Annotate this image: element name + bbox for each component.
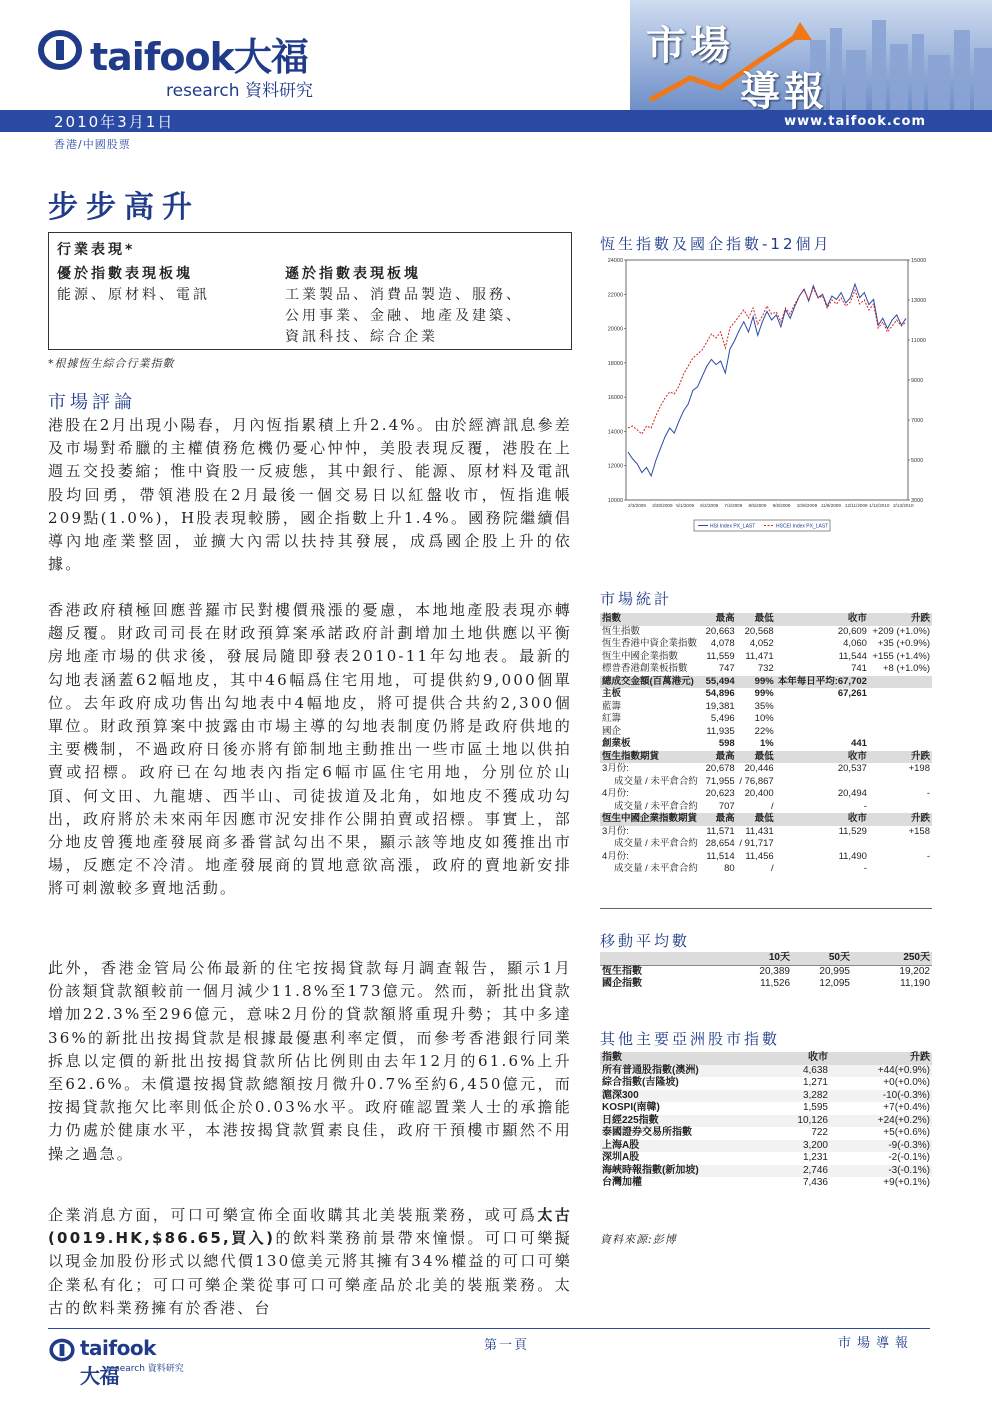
table-cell: 4,060: [843, 638, 867, 649]
table-cell: 恆生指數: [600, 965, 730, 978]
table-cell: 1%: [759, 738, 774, 749]
table-cell: [869, 713, 932, 726]
x-tick-label: 2/3/2009: [628, 503, 646, 508]
table-row: [600, 965, 932, 978]
table-cell: 99%: [754, 688, 774, 699]
table-cell: [869, 726, 932, 739]
commentary-paragraph-4: [48, 1204, 572, 1320]
stock-highlight: 太古(0019.HK,$86.65,買入): [48, 1206, 572, 1248]
table-cell: [776, 713, 869, 726]
x-tick-label: 12/11/2009: [844, 503, 868, 508]
table-cell: 4月份:: [602, 850, 629, 862]
table-cell: 成交量 / 未平倉合約: [614, 800, 698, 812]
table-cell: 泰國證券交易所指數: [602, 1127, 692, 1138]
asia-row: [600, 1102, 932, 1115]
publication-name: 市場導報: [837, 1336, 914, 1351]
table-cell: 19,381: [705, 700, 735, 712]
table-cell: 20,537: [837, 763, 867, 774]
asia-row: [600, 1115, 932, 1128]
table-cell: 3,282: [802, 1089, 828, 1101]
industry-performance-box: [48, 232, 572, 350]
table-cell: -: [926, 788, 930, 799]
table-cell: KOSPI(南韓): [602, 1102, 660, 1113]
x-tick-label: 2/13/2010: [893, 503, 914, 508]
table-cell: 2,746: [802, 1164, 828, 1176]
table-cell: 20,568: [744, 625, 774, 637]
commentary-paragraph-3: 此外，香港金管局公佈最新的住宅按揭貸款每月調查報告，顯示1月份該類貸款額較前一個月減少11.8%至173億元。然而，新批出貸款增加22.3%至296億元，意味2月份的貸款額將重現升勢；其中多達36%的新批出按揭貸款是根據最優惠利率定價，而參考香港銀行同業拆息以定價的新批出按揭貸款所佔比例則由去年12月的61.6%上升至62.6%。未償還按揭貸款總額按月微升0.7%至約6,450億元，而按揭貸款拖欠比率則低企於0.03%水平。政府確認置業人士的承擔能力仍處於健康水平，本港按揭貸款質素良佳，政府干預樓市顯然不用操之過急。: [48, 959, 572, 1163]
y-left-tick-label: 14000: [607, 429, 623, 436]
table-cell: 20,663: [705, 625, 735, 637]
table-cell: 11,526: [760, 978, 790, 989]
table-cell: 最低: [737, 613, 776, 626]
footer-logo-icon: [48, 1338, 76, 1362]
table-cell: 本年每日平均:67,702: [777, 675, 867, 687]
futures-row: [600, 801, 932, 814]
table-cell: 20,995: [792, 965, 852, 978]
board-row: [600, 726, 932, 739]
table-header-row: [600, 952, 932, 965]
futures-row: [600, 826, 932, 839]
commentary-paragraph-2: 香港政府積極回應普羅市民對樓價飛漲的憂慮，本地地產股表現亦轉趨反覆。財政司司長在財政預算案承諾政府計劃增加土地供應以平衡房地產市場的供求後，發展局隨即發表2010-11年勾地表。最新的勾地表涵蓋62幅地皮，其中46幅爲住宅用地，可提供約9,000個單位。去年政府成功售出勾地表中4幅地皮，將可提供合共約2,300個單位。財政預算案中披露由市場主導的勾地表制度仍將是政府供地的主要機制，不過政府日後亦將有節制地主動推出一些市區土地以供拍賣或招標。政府已在勾地表內指定6幅市區住宅用地，分別位於山頂、何文田、九龍塘、西半山、司徒拔道及北角，如地皮不獲成功勾出，政府將於未來兩年因應市況安排作公開拍賣或招標。事實上，部分地皮曾獲地產發展商多番嘗試勾出不果，顯示該等地皮如獲推出市場，反應定不冷清。地產發展商的買地意欲高漲，政府的賣地新安排將可刺激較多賣地活動。: [48, 601, 572, 898]
table-cell: /: [771, 863, 774, 874]
stats-divider: [600, 908, 932, 909]
y-left-tick-label: 12000: [607, 463, 623, 470]
board-row: [600, 688, 932, 701]
table-cell: 升跌: [869, 813, 932, 826]
table-row: [600, 651, 932, 664]
table-cell: 20,494: [837, 788, 867, 799]
table-cell: +5(+0.6%): [883, 1127, 930, 1138]
futures-row: [600, 838, 932, 851]
table-cell: 藍籌: [602, 700, 622, 712]
page-number: 第一頁: [484, 1338, 530, 1353]
table-cell: 55,494: [702, 676, 737, 689]
table-cell: 732: [757, 663, 774, 674]
x-tick-label: 7/4/2009: [724, 503, 743, 508]
table-cell: 升跌: [869, 751, 932, 764]
table-cell: -9(-0.3%): [888, 1139, 930, 1151]
table-cell: +155 (+1.4%): [872, 650, 930, 662]
table-cell: / 91,717: [739, 838, 774, 849]
table-cell: 50天: [792, 952, 852, 965]
table-cell: [869, 701, 932, 714]
table-cell: 1,271: [802, 1077, 828, 1088]
x-tick-label: 11/9/2009: [820, 503, 841, 508]
table-cell: 所有普通股指數(澳洲): [602, 1064, 699, 1076]
asia-row: [600, 1165, 932, 1178]
table-cell: 54,896: [705, 688, 735, 699]
table-cell: 20,609: [837, 625, 867, 637]
y-left-tick-label: 16000: [607, 395, 623, 402]
table-cell: 10,126: [797, 1114, 828, 1126]
table-cell: 28,654: [705, 838, 735, 849]
table-cell: +9(+0.1%): [883, 1177, 930, 1188]
table-cell: 滬深300: [602, 1089, 639, 1101]
table-cell: 恆生中國企業指數: [602, 650, 679, 662]
table-cell: 11,559: [706, 650, 735, 662]
table-cell: 11,490: [838, 850, 867, 862]
p4-text-pre: 企業消息方面，可口可樂宣佈全面收購其北美裝瓶業務，或可爲: [48, 1206, 538, 1224]
table-cell: 22%: [754, 725, 774, 737]
table-cell: 最低: [737, 813, 776, 826]
table-cell: +44(+0.9%): [877, 1064, 930, 1076]
table-cell: 恆生指數: [602, 625, 641, 637]
table-cell: 35%: [754, 700, 774, 712]
table-cell: 19,202: [852, 965, 932, 978]
board-row: [600, 738, 932, 751]
table-cell: 11,571: [706, 825, 735, 837]
underperform-line: 資訊科技、綜合企業: [285, 329, 438, 345]
table-cell: 3月份:: [602, 763, 629, 774]
underperform-heading: 遜於指數表現板塊: [285, 266, 421, 282]
table-cell: 最高: [702, 613, 737, 626]
table-cell: [600, 952, 730, 965]
asia-row: [600, 1077, 932, 1090]
asia-row: [600, 1152, 932, 1165]
commentary-paragraph-1: 港股在2月出現小陽春，月內恆指累積上升2.4%。由於經濟訊息參差及市場對希臘的主權債務危機仍憂心忡忡，美股表現反覆，港股在上週五交投萎縮；惟中資股一反疲態，其中銀行、能源、原材料及電訊股均回勇，帶領港股在2月最後一個交易日以紅盤收市，恆指進帳209點(1.0%)，H股表現較勝，國企指數上升1.4%。國務院繼續倡導內地產業整固，並擴大內需以扶持其發展，成爲國企股上升的依據。: [48, 416, 572, 574]
underperform-line: 公用事業、金融、地產及建築、: [285, 308, 523, 324]
table-cell: -: [926, 850, 930, 862]
table-cell: 恆生香港中資企業指數: [602, 638, 698, 649]
table-cell: 標普香港創業板指數: [602, 663, 688, 674]
table-cell: +198: [908, 763, 930, 774]
table-cell: 紅籌: [602, 713, 622, 724]
table-cell: 總成交金額(百萬港元): [600, 676, 702, 689]
table-cell: +24(+0.2%): [877, 1114, 930, 1126]
industry-footnote: *根據恆生綜合行業指數: [48, 357, 175, 370]
table-cell: 20,389: [730, 965, 792, 978]
table-cell: [869, 863, 932, 876]
table-cell: [869, 676, 932, 689]
x-tick-label: 5/1/2009: [676, 503, 695, 508]
asia-row: [600, 1065, 932, 1078]
table-cell: 收市: [776, 751, 869, 764]
table-cell: +7(+0.4%): [883, 1102, 930, 1113]
futures-row: [600, 863, 932, 876]
table-cell: [776, 726, 869, 739]
table-cell: -3(-0.1%): [888, 1164, 930, 1176]
y-right-tick-label: 7000: [911, 418, 924, 424]
x-tick-label: 1/12/2010: [869, 503, 890, 508]
futures-row: [600, 788, 932, 801]
table-cell: 收市: [750, 1052, 830, 1065]
page-title: 步步高升: [48, 190, 200, 225]
table-cell: [869, 838, 932, 851]
market-stats-heading: 市場統計: [600, 590, 673, 608]
table-cell: 最低: [737, 751, 776, 764]
data-source: 資料來源:彭博: [600, 1233, 677, 1246]
y-left-tick-label: 10000: [607, 498, 623, 504]
table-cell: 國企: [602, 725, 622, 737]
table-cell: 4月份:: [602, 788, 629, 799]
table-cell: 5,496: [710, 713, 735, 724]
table-cell: 成交量 / 未平倉合約: [614, 863, 698, 874]
table-cell: 3,200: [802, 1139, 828, 1151]
asia-heading: 其他主要亞洲股市指數: [600, 1030, 781, 1048]
table-cell: 71,955: [705, 775, 735, 787]
y-left-tick-label: 22000: [607, 292, 623, 299]
table-cell: 11,935: [706, 725, 735, 737]
x-tick-label: 9/6/2009: [772, 503, 791, 508]
underperform-list: [285, 285, 523, 348]
futures-row: [600, 851, 932, 864]
table-cell: +0(+0.0%): [883, 1077, 930, 1088]
table-cell: 99%: [737, 676, 776, 689]
commentary-heading: 市場評論: [48, 392, 136, 413]
table-cell: +35 (+0.9%): [877, 638, 930, 649]
outperform-list: 能源、原材料、電訊: [57, 287, 210, 303]
table-row: [600, 978, 932, 991]
table-row: [600, 663, 932, 676]
table-cell: 7,436: [802, 1177, 828, 1188]
table-cell: 升跌: [830, 1052, 932, 1065]
table-cell: 指數: [600, 1052, 750, 1065]
hscei-futures-header: [600, 813, 932, 826]
x-tick-label: 6/2/2009: [700, 503, 719, 508]
asia-row: [600, 1090, 932, 1103]
table-cell: 722: [811, 1127, 828, 1138]
legend-label: HSCEI Index PX_LAST: [776, 523, 829, 530]
futures-row: [600, 763, 932, 776]
table-cell: 1,231: [802, 1152, 828, 1163]
table-cell: -: [863, 800, 867, 812]
table-cell: 成交量 / 未平倉合約: [614, 838, 698, 849]
y-right-tick-label: 3000: [911, 498, 924, 504]
table-cell: 747: [718, 663, 735, 674]
table-cell: 升跌: [869, 613, 932, 626]
table-cell: 741: [851, 663, 867, 674]
futures-row: [600, 776, 932, 789]
legend-label: HSI Index PX_LAST: [710, 523, 756, 530]
logo-wordmark: taifook大福: [90, 35, 308, 79]
x-tick-label: 3/30/2009: [652, 503, 673, 508]
table-cell: 250天: [852, 952, 932, 965]
table-cell: 4,638: [802, 1064, 828, 1076]
table-cell: 707: [718, 800, 735, 812]
hsi-futures-header: [600, 751, 932, 764]
table-cell: 3月份:: [602, 825, 629, 837]
table-cell: 收市: [776, 813, 869, 826]
table-cell: [869, 738, 932, 751]
table-cell: / 76,867: [739, 775, 774, 787]
y-right-tick-label: 11000: [911, 338, 926, 344]
table-cell: 20,400: [744, 788, 774, 799]
table-cell: 上海A股: [602, 1139, 640, 1151]
asia-row: [600, 1127, 932, 1140]
table-cell: +158: [908, 825, 930, 837]
footer-divider: [48, 1328, 930, 1329]
table-row: [600, 638, 932, 651]
report-category: 香港/中國股票: [54, 138, 131, 151]
taifook-logo-icon: [38, 30, 82, 70]
table-cell: 指數: [600, 613, 702, 626]
table-cell: 恆生中國企業指數期貨: [600, 813, 702, 826]
table-cell: 67,261: [837, 688, 867, 699]
table-cell: 台灣加權: [602, 1177, 642, 1188]
table-cell: 成交量 / 未平倉合約: [614, 775, 698, 787]
table-cell: 最高: [702, 813, 737, 826]
table-cell: [869, 776, 932, 789]
board-row: [600, 713, 932, 726]
table-cell: [776, 776, 869, 789]
moving-avg-heading: 移動平均數: [600, 932, 691, 950]
y-right-tick-label: 15000: [911, 258, 927, 264]
table-cell: +8 (+1.0%): [883, 663, 930, 674]
chart-title: 恆生指數及國企指數-12個月: [600, 235, 832, 253]
table-cell: [776, 838, 869, 851]
website-link[interactable]: www.taifook.com: [784, 114, 926, 129]
table-cell: 10%: [754, 713, 774, 724]
table-cell: 20,678: [705, 763, 735, 774]
industry-heading: 行業表現*: [57, 242, 136, 258]
table-cell: 創業板: [602, 738, 631, 749]
table-cell: 20,446: [744, 763, 774, 774]
footer-wordmark: taifook大福: [80, 1336, 156, 1388]
asia-row: [600, 1140, 932, 1153]
table-cell: 主板: [602, 688, 622, 699]
table-cell: 598: [718, 738, 735, 749]
x-tick-label: 8/5/2009: [748, 503, 767, 508]
index-chart: [600, 254, 940, 544]
logo-subtitle: research 資料研究: [166, 81, 313, 101]
footer-logo-subtitle: research 資料研究: [106, 1364, 184, 1374]
table-cell: [869, 688, 932, 701]
table-cell: 綜合指數(吉隆坡): [602, 1077, 679, 1088]
banner-title-line1: 市場: [646, 22, 734, 69]
table-cell: 恆生指數期貨: [600, 751, 702, 764]
table-cell: 11,529: [838, 825, 867, 837]
table-cell: [776, 701, 869, 714]
y-right-tick-label: 9000: [911, 378, 924, 384]
table-cell: +209 (+1.0%): [872, 625, 930, 637]
table-cell: 收市: [776, 613, 869, 626]
turnover-row: [600, 676, 932, 689]
table-cell: 11,190: [900, 978, 930, 989]
table-cell: 441: [851, 738, 867, 749]
market-stats-table: [600, 613, 932, 876]
report-date: 2010年3月1日: [54, 113, 175, 131]
asia-indices-table: [600, 1052, 932, 1190]
underperform-line: 工業製品、消費品製造、服務、: [285, 287, 523, 303]
y-right-tick-label: 5000: [911, 458, 924, 464]
table-cell: 深圳A股: [602, 1152, 640, 1163]
table-cell: 海峽時報指數(新加坡): [602, 1164, 699, 1176]
table-cell: 11,456: [745, 850, 774, 862]
board-row: [600, 701, 932, 714]
table-cell: 1,595: [802, 1102, 828, 1113]
table-cell: 國企指數: [602, 978, 642, 989]
table-cell: 11,471: [745, 650, 774, 662]
table-cell: 11,544: [838, 650, 867, 662]
table-row: [600, 626, 932, 639]
table-cell: 20,623: [705, 788, 735, 799]
outperform-heading: 優於指數表現板塊: [57, 266, 193, 282]
y-left-tick-label: 20000: [607, 326, 623, 333]
table-cell: 80: [724, 863, 735, 874]
table-cell: 4,078: [710, 638, 735, 649]
table-cell: 11,514: [706, 850, 735, 862]
table-cell: -: [863, 863, 867, 874]
asia-row: [600, 1177, 932, 1190]
table-cell: -2(-0.1%): [888, 1152, 930, 1163]
table-header-row: [600, 613, 932, 626]
table-cell: /: [771, 800, 774, 812]
report-banner: [590, 0, 992, 110]
y-right-tick-label: 13000: [911, 298, 927, 304]
table-cell: 10天: [730, 952, 792, 965]
taifook-logo: [38, 26, 328, 106]
table-header-row: [600, 1052, 932, 1065]
table-cell: 4,052: [749, 638, 774, 649]
moving-avg-table: [600, 952, 932, 991]
y-left-tick-label: 24000: [607, 258, 623, 264]
table-cell: 日經225指數: [602, 1114, 659, 1126]
table-cell: 11,431: [745, 825, 774, 837]
table-cell: -10(-0.3%): [882, 1089, 930, 1101]
table-cell: 最高: [702, 751, 737, 764]
table-cell: [869, 801, 932, 814]
p4-text-post: 的飲料業務前景帶來憧憬。可口可樂擬以現金加股份形式以總代價130億美元將其擁有34%權益的可口可樂企業私有化；可口可樂企業從事可口可樂產品於北美的裝瓶業務。太古的飲料業務擁有於香港、台: [48, 1229, 573, 1317]
banner-title-line2: 導報: [740, 68, 828, 110]
table-cell: 12,095: [819, 978, 850, 989]
x-tick-label: 10/8/2009: [796, 503, 818, 508]
y-left-tick-label: 18000: [607, 360, 623, 367]
